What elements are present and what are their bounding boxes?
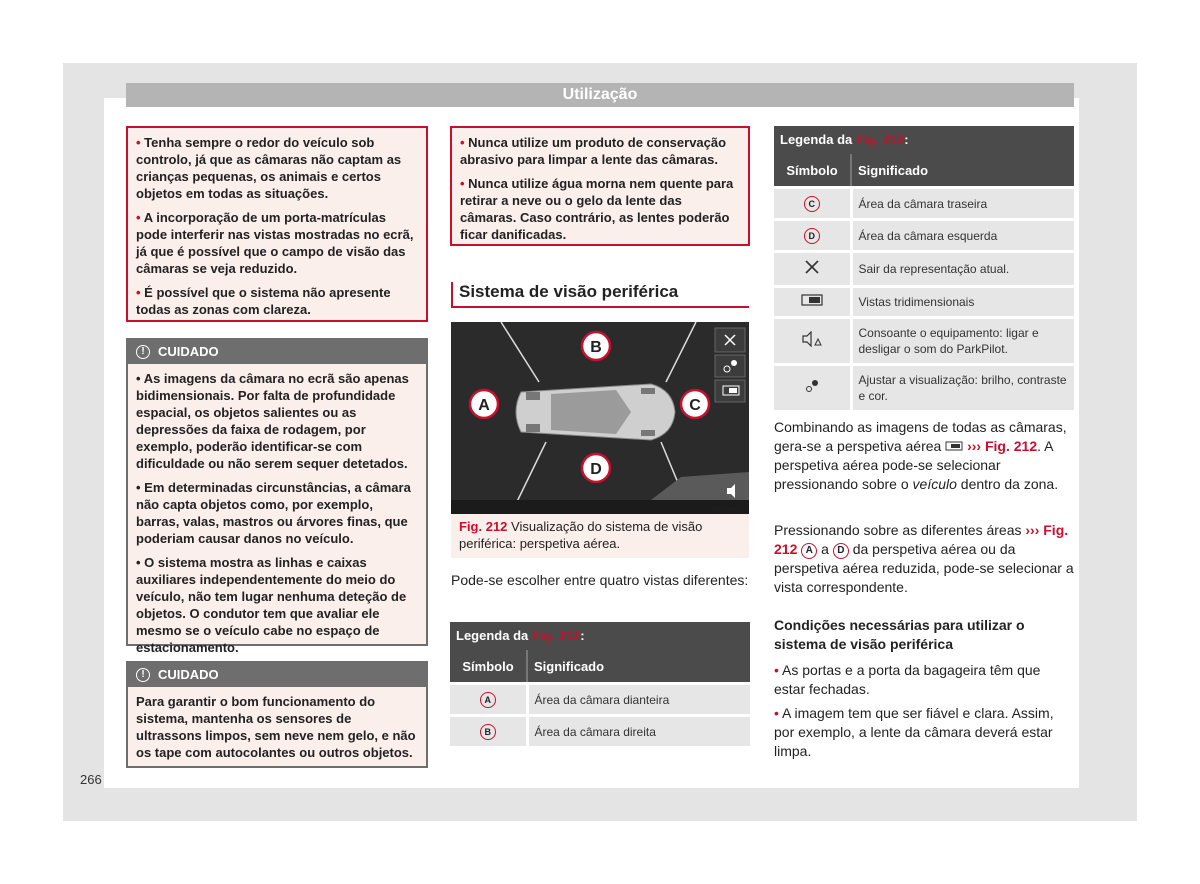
caution-header: ! CUIDADO [128,663,426,687]
area-label-b[interactable] [582,332,610,360]
area-label-d[interactable] [582,454,610,482]
svg-text:B: B [590,339,602,356]
caution-header: ! CUIDADO [128,340,426,364]
warning-box-2 [450,126,750,246]
camera-area-b-icon: B [480,724,496,740]
figure-caption: Fig. 212 Visualização do sistema de visão periférica: perspetiva aérea. [451,514,749,558]
caution-box-2 [126,661,428,768]
brightness-button[interactable] [715,355,745,377]
3d-view-icon [774,287,851,318]
paragraph-1: Combinando as imagens de todas as câmaras, gera-se a perspetiva aérea ››› Fig. 212. A perspetiva aérea pode-se selecionar pressionando sobre o veículo dentro da zona. [774,419,1067,492]
warning-item: • Tenha sempre o redor do veículo sob controlo, já que as câmaras não captam as crianças pequenas, os animais e certos objetos em todas as situações. [136,135,402,201]
warning-item: • Nunca utilize um produto de conservação abrasivo para limpar a lente das câmaras. [460,135,727,167]
col-symbol: Símbolo [450,650,527,684]
car-icon[interactable] [516,384,675,440]
info-icon: ! [136,668,150,682]
figure-link[interactable]: ››› Fig. 212 [774,522,1069,557]
col-meaning: Significado [527,650,750,684]
svg-text:C: C [689,397,701,414]
conditions-list [774,661,1074,761]
caution-item: • O sistema mostra as linhas e caixas auxiliares independentemente do meio do veículo, não tem lugar nenhuma deteção de objetos. O condutor tem que avaliar ele mesmo se o veículo cabe no espaço de estacionamento. [136,555,407,655]
3d-view-button[interactable] [715,380,745,402]
table-row: Sair da representação atual. [774,252,1074,287]
list-item: • As portas e a porta da bagageira têm que estar fechadas. [774,662,1041,697]
page-number: 266 [80,772,102,787]
info-icon: ! [136,345,150,359]
area-label-a[interactable] [470,390,498,418]
table-row: Consoante o equipamento: ligar e desligar o som do ParkPilot. [774,318,1074,365]
area-label-c[interactable] [681,390,709,418]
table-row: C Área da câmara traseira [774,188,1074,220]
table-row: D Área da câmara esquerda [774,220,1074,252]
camera-area-c-icon: C [804,196,820,212]
figure-code: B57-0087 [712,507,739,513]
figure-link[interactable]: ››› Fig. 212 [967,438,1038,454]
caution-item: • Em determinadas circunstâncias, a câmara não capta objetos como, por exemplo, barras, valas, mastros ou árvores finas, que poderiam causar danos no veículo. [136,480,411,546]
warning-item: • A incorporação de um porta-matrículas pode interferir nas vistas mostradas no ecrã, já que é possível que o campo de visão das câmaras se veja reduzido. [136,210,414,276]
close-icon [774,252,851,287]
table-row: Ajustar a visualização: brilho, contraste e cor. [774,365,1074,411]
section-title: Sistema de visão periférica [451,282,749,308]
list-item: • A imagem tem que ser fiável e clara. Assim, por exemplo, a lente da câmara deverá estar limpa. [774,705,1054,759]
warning-item: • Nunca utilize água morna nem quente para retirar a neve ou o gelo da lente das câmaras. Caso contrário, as lentes poderão ficar danificadas. [460,176,734,242]
svg-text:D: D [590,461,602,478]
legend-title: Legenda da Fig. 212: [450,622,750,650]
intro-text: Pode-se escolher entre quatro vistas diferentes: [451,572,749,588]
svg-text:A: A [478,397,490,414]
col-meaning: Significado [851,154,1074,188]
legend-title: Legenda da Fig. 212: [774,126,1074,154]
caution-box-1 [126,338,428,655]
camera-area-d-icon: D [804,228,820,244]
area-a-icon: A [801,543,817,559]
legend-table-1 [450,622,750,746]
caution-text: Para garantir o bom funcionamento do sistema, mantenha os sensores de ultrassons limpos, sem neve nem gelo, e não os tape com autocolantes ou outros objetos. [136,694,416,760]
table-row: Vistas tridimensionais [774,287,1074,318]
caution-item: • As imagens da câmara no ecrã são apenas bidimensionais. Por falta de profundidade espacial, os objetos salientes ou as depressões da faixa de rodagem, por exemplo, poderão identificar-se com dificuldade ou não serem sequer detetados. [136,371,409,471]
paragraph-2: Pressionando sobre as diferentes áreas ››› Fig. 212 A a D da perspetiva aérea ou da perspetiva aérea reduzida, pode-se selecionar a vista correspondente. [774,522,1074,595]
area-d-icon: D [833,543,849,559]
3d-view-icon [945,441,963,451]
table-row: B Área da câmara direita [450,716,750,747]
conditions-heading: Condições necessárias para utilizar o sistema de visão periférica [774,617,1025,652]
warning-box-1 [126,126,428,322]
section-header: Utilização [126,83,1074,107]
warning-item: • É possível que o sistema não apresente todas as zonas com clareza. [136,285,391,317]
figure-surround-view [451,322,749,514]
camera-area-a-icon: A [480,692,496,708]
surround-view-illustration [451,322,749,514]
close-button[interactable] [715,328,745,352]
col-symbol: Símbolo [774,154,851,188]
brightness-icon [774,365,851,411]
table-row: A Área da câmara dianteira [450,684,750,716]
sound-icon [774,318,851,365]
legend-table-2 [774,126,1074,410]
